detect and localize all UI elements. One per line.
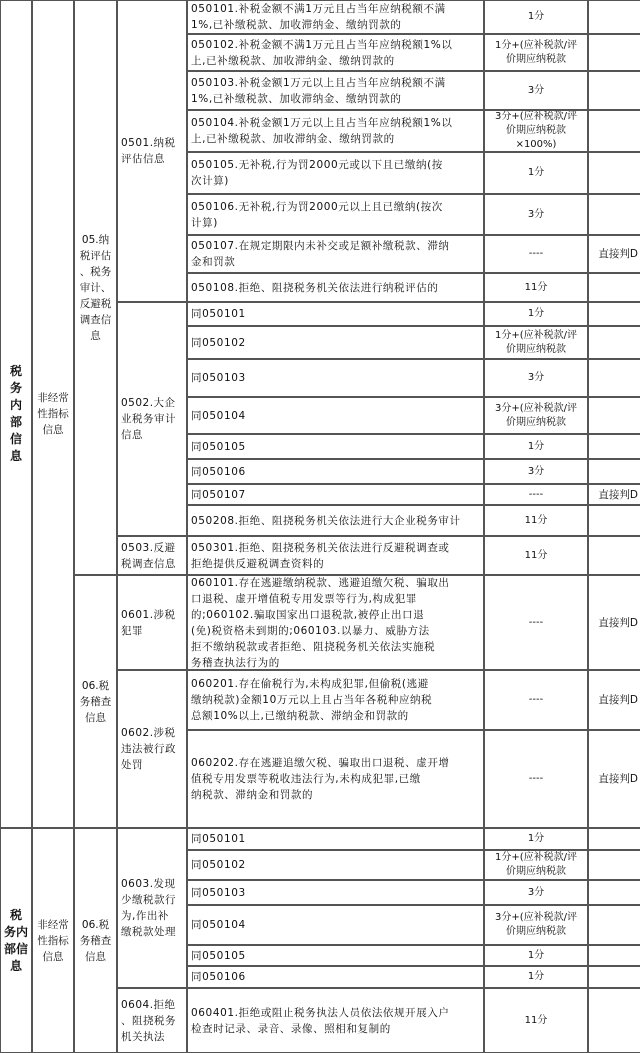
indicator-description-cell-text: 050104.补税金额1万元以上且占当年应纳税额1%以 上,已补缴税款、加收滞纳金、缴纳罚款的 [191, 117, 453, 145]
category-level4-cell [117, 0, 187, 302]
remark-cell [588, 152, 640, 194]
remark-cell [588, 536, 640, 575]
category-level4-cell-text: 0601.涉税 犯罪 [121, 608, 176, 637]
deduction-score-cell [484, 34, 588, 71]
indicator-description-cell [187, 326, 484, 359]
deduction-score-cell-text: 3分 [527, 465, 545, 477]
deduction-score-cell [484, 988, 588, 1053]
indicator-description-cell [187, 880, 484, 905]
indicator-description-cell [187, 34, 484, 71]
category-level1-cell-text: 税 务内 部信 息 [3, 907, 28, 973]
indicator-description-cell [187, 459, 484, 484]
deduction-score-cell-text: 1分 [527, 440, 545, 452]
category-level4-cell [117, 536, 187, 575]
category-level2-cell-text: 非经常 性指标 信息 [37, 392, 69, 436]
remark-cell [588, 110, 640, 152]
remark-cell [588, 880, 640, 905]
indicator-description-cell-text: 050101.补税金额不满1万元且占当年应纳税额不满 1%,已补缴税款、加收滞纳金、缴纳罚款的 [191, 3, 446, 31]
category-level3-cell [74, 0, 117, 575]
category-level4-cell-text: 0603.发现 少缴税款行 为,作出补 缴税款处理 [121, 878, 176, 938]
indicator-description-cell [187, 850, 484, 880]
indicator-description-cell-text: 同050105 [191, 440, 246, 453]
indicator-description-cell [187, 152, 484, 194]
deduction-score-cell-text: 3分 [527, 886, 545, 898]
deduction-score-cell [484, 110, 588, 152]
indicator-description-cell-text: 同050106 [191, 971, 246, 983]
remark-cell-text: 直接判D [598, 248, 638, 260]
deduction-score-cell [484, 536, 588, 575]
remark-cell [588, 945, 640, 966]
remark-cell-text: 直接判D [598, 773, 638, 785]
deduction-score-cell-text: 11分 [524, 1014, 548, 1026]
indicator-description-cell [187, 302, 484, 326]
deduction-score-cell-text: ---- [528, 248, 544, 259]
indicator-description-cell-text: 同050102 [191, 336, 246, 349]
remark-cell [588, 730, 640, 828]
indicator-description-cell-text: 同050101 [191, 308, 246, 320]
deduction-score-cell [484, 484, 588, 505]
indicator-description-cell [187, 397, 484, 434]
category-level2-cell-text: 非经常 性指标 信息 [37, 918, 69, 963]
deduction-score-cell [484, 966, 588, 988]
category-level4-cell-text: 0502.大企 业税务审计 信息 [121, 397, 176, 441]
indicator-description-cell [187, 484, 484, 505]
category-level3-cell-text: 06.税 务稽查 信息 [79, 679, 112, 724]
deduction-score-cell [484, 575, 588, 670]
deduction-score-cell [484, 326, 588, 359]
remark-cell [588, 850, 640, 880]
deduction-score-cell-text: 11分 [524, 514, 548, 526]
remark-cell [588, 326, 640, 359]
deduction-score-cell [484, 194, 588, 235]
deduction-score-cell-text: 3分+(应补税款/评 价期应纳税款 [494, 912, 577, 937]
deduction-score-cell-text: 11分 [524, 549, 548, 561]
remark-cell [588, 988, 640, 1053]
deduction-score-cell-text: 1分 [527, 11, 545, 22]
deduction-score-cell-text: 1分 [527, 833, 545, 844]
deduction-score-cell [484, 152, 588, 194]
deduction-score-cell [484, 434, 588, 459]
indicator-description-cell [187, 945, 484, 966]
indicator-description-cell [187, 988, 484, 1053]
remark-cell [588, 194, 640, 235]
indicator-description-cell [187, 71, 484, 110]
deduction-score-cell [484, 459, 588, 484]
indicator-description-cell-text: 同050107 [191, 488, 246, 501]
indicator-description-cell-text: 同050102 [191, 859, 246, 871]
category-level3-cell [74, 575, 117, 828]
remark-cell [588, 359, 640, 397]
remark-cell [588, 235, 640, 273]
remark-cell [588, 905, 640, 945]
deduction-score-cell [484, 670, 588, 730]
remark-cell [588, 670, 640, 730]
deduction-score-cell [484, 397, 588, 434]
deduction-score-cell-text: 1分 [527, 308, 545, 319]
category-level4-cell [117, 575, 187, 670]
indicator-description-cell-text: 同050103 [191, 886, 246, 899]
deduction-score-cell [484, 235, 588, 273]
deduction-score-cell-text: 1分 [527, 949, 545, 961]
deduction-score-cell [484, 505, 588, 536]
deduction-score-cell [484, 730, 588, 828]
indicator-description-cell-text: 060401.拒绝或阻止税务执法人员依法依规开展入户 检查时记录、录音、录像、照相和复制的 [191, 1006, 450, 1035]
indicator-description-cell [187, 194, 484, 235]
indicator-description-cell [187, 670, 484, 730]
deduction-score-cell-text: 3分 [527, 84, 545, 96]
indicator-description-cell-text: 060101.存在逃避缴纳税款、逃避追缴欠税、骗取出 口退税、虚开增值税专用发票等行为,构成犯罪 的;060102.骗取国家出口退税款,被停止出口退 (免)税资格未到期的;060103.以暴力、威胁方法 拒不缴纳税款或者拒绝、阻挠税务机关依法实施税 务稽查执法行为的 [191, 576, 450, 669]
remark-cell [588, 484, 640, 505]
deduction-score-cell-text: 3分+(应补税款/评 价期应纳税款 [494, 402, 577, 428]
indicator-description-cell [187, 966, 484, 988]
category-level3-cell-text: 06.税 务稽查 信息 [79, 918, 112, 963]
remark-cell-text: 直接判D [598, 616, 638, 629]
indicator-description-cell-text: 同050105 [191, 949, 246, 962]
category-level4-cell [117, 302, 187, 536]
remark-cell [588, 397, 640, 434]
deduction-score-cell-text: 1分+(应补税款/评 价期应纳税款 [494, 329, 577, 355]
category-level4-cell-text: 0501.纳税 评估信息 [121, 137, 176, 165]
deduction-score-cell [484, 880, 588, 905]
indicator-description-cell-text: 同050103 [191, 372, 246, 384]
deduction-score-cell [484, 71, 588, 110]
remark-cell [588, 0, 640, 34]
deduction-score-cell [484, 945, 588, 966]
remark-cell [588, 575, 640, 670]
remark-cell [588, 273, 640, 302]
deduction-score-cell-text: 1分+(应补税款/评 价期应纳税款 [494, 39, 577, 65]
indicator-description-cell-text: 060201.存在偷税行为,未构成犯罪,但偷税(逃避 缴纳税款)金额10万元以上且占当年各税种应纳税 总额10%以上,已缴纳税款、滞纳金和罚款的 [191, 678, 433, 722]
remark-cell-text: 直接判D [598, 488, 638, 501]
deduction-score-cell [484, 828, 588, 850]
indicator-description-cell [187, 359, 484, 397]
indicator-description-cell-text: 060202.存在逃避追缴欠税、骗取出口退税、虚开增 值税专用发票等税收违法行为,未构成犯罪,已缴 纳税款、滞纳金和罚款的 [191, 757, 450, 801]
category-level4-cell-text: 0503.反避 税调查信息 [121, 541, 176, 570]
indicator-description-cell [187, 730, 484, 828]
indicator-description-cell-text: 同050101 [191, 833, 246, 845]
category-level3-cell-text: 05.纳 税评估 、税务 审计、 反避税 调查信 息 [79, 233, 112, 342]
deduction-score-cell-text: ---- [528, 488, 544, 500]
remark-cell [588, 459, 640, 484]
indicator-description-cell [187, 505, 484, 536]
deduction-score-cell-text: 1分 [527, 971, 545, 982]
category-level2-cell [32, 0, 74, 828]
indicator-description-cell [187, 536, 484, 575]
category-level4-cell [117, 670, 187, 828]
category-level2-cell [32, 828, 74, 1053]
deduction-score-cell-text: 1分 [527, 167, 545, 178]
deduction-score-cell [484, 359, 588, 397]
remark-cell [588, 34, 640, 71]
indicator-description-cell [187, 905, 484, 945]
indicator-description-cell-text: 050106.无补税,行为罚2000元以上且已缴纳(按次 计算) [191, 200, 443, 229]
indicator-description-cell [187, 828, 484, 850]
indicator-description-cell-text: 050208.拒绝、阻挠税务机关依法进行大企业税务审计 [191, 514, 461, 527]
category-level4-cell [117, 988, 187, 1053]
remark-cell [588, 966, 640, 988]
deduction-score-cell [484, 302, 588, 326]
indicator-description-cell [187, 235, 484, 273]
indicator-description-cell [187, 0, 484, 34]
deduction-score-cell-text: ---- [528, 773, 544, 784]
indicator-description-cell [187, 575, 484, 670]
category-level4-cell-text: 0602.涉税 违法被行政 处罚 [121, 727, 176, 771]
deduction-score-cell-text: ---- [528, 694, 544, 705]
category-level4-cell [117, 828, 187, 988]
indicator-description-cell-text: 050105.无补税,行为罚2000元或以下且已缴纳(按 次计算) [191, 159, 443, 187]
deduction-score-cell-text: ---- [528, 616, 544, 628]
indicator-description-cell-text: 同050104 [191, 409, 246, 422]
deduction-score-cell-text: 11分 [524, 281, 548, 293]
indicator-description-cell [187, 273, 484, 302]
category-level1-cell [0, 828, 32, 1053]
indicator-description-cell-text: 050102.补税金额不满1万元且占当年应纳税额1%以 上,已补缴税款、加收滞纳金、缴纳罚款的 [191, 38, 453, 67]
category-level4-cell-text: 0604.拒绝 、阻挠税务 机关执法 [121, 998, 176, 1043]
deduction-score-cell-text: 3分 [527, 208, 545, 220]
deduction-score-cell-text: 3分 [527, 372, 545, 383]
indicator-description-cell [187, 434, 484, 459]
indicator-description-cell-text: 050108.拒绝、阻挠税务机关依法进行纳税评估的 [191, 281, 439, 294]
indicator-description-cell-text: 同050106 [191, 465, 246, 478]
indicator-description-cell-text: 同050104 [191, 919, 246, 931]
category-level3-cell [74, 828, 117, 1053]
indicator-description-cell-text: 050301.拒绝、阻挠税务机关依法进行反避税调查或 拒绝提供反避税调查资料的 [191, 541, 450, 570]
indicator-description-cell [187, 110, 484, 152]
deduction-score-cell [484, 273, 588, 302]
deduction-score-cell [484, 0, 588, 34]
remark-cell-text: 直接判D [598, 694, 638, 706]
category-level1-cell-text: 税 务 内 部 信 息 [9, 364, 22, 463]
remark-cell [588, 302, 640, 326]
remark-cell [588, 828, 640, 850]
deduction-score-cell [484, 850, 588, 880]
indicator-description-cell-text: 050107.在规定期限内未补交或足额补缴税款、滞纳 金和罚款 [191, 240, 450, 268]
indicator-description-cell-text: 050103.补税金额1万元以上且占当年应纳税额不满 1%,已补缴税款、加收滞纳金、缴纳罚款的 [191, 76, 446, 105]
remark-cell [588, 434, 640, 459]
deduction-score-cell [484, 905, 588, 945]
remark-cell [588, 71, 640, 110]
deduction-score-cell-text: 3分+(应补税款/评 价期应纳税款 ×100%) [494, 111, 577, 150]
deduction-score-cell-text: 1分+(应补税款/评 价期应纳税款 [494, 852, 577, 877]
remark-cell [588, 505, 640, 536]
category-level1-cell [0, 0, 32, 828]
